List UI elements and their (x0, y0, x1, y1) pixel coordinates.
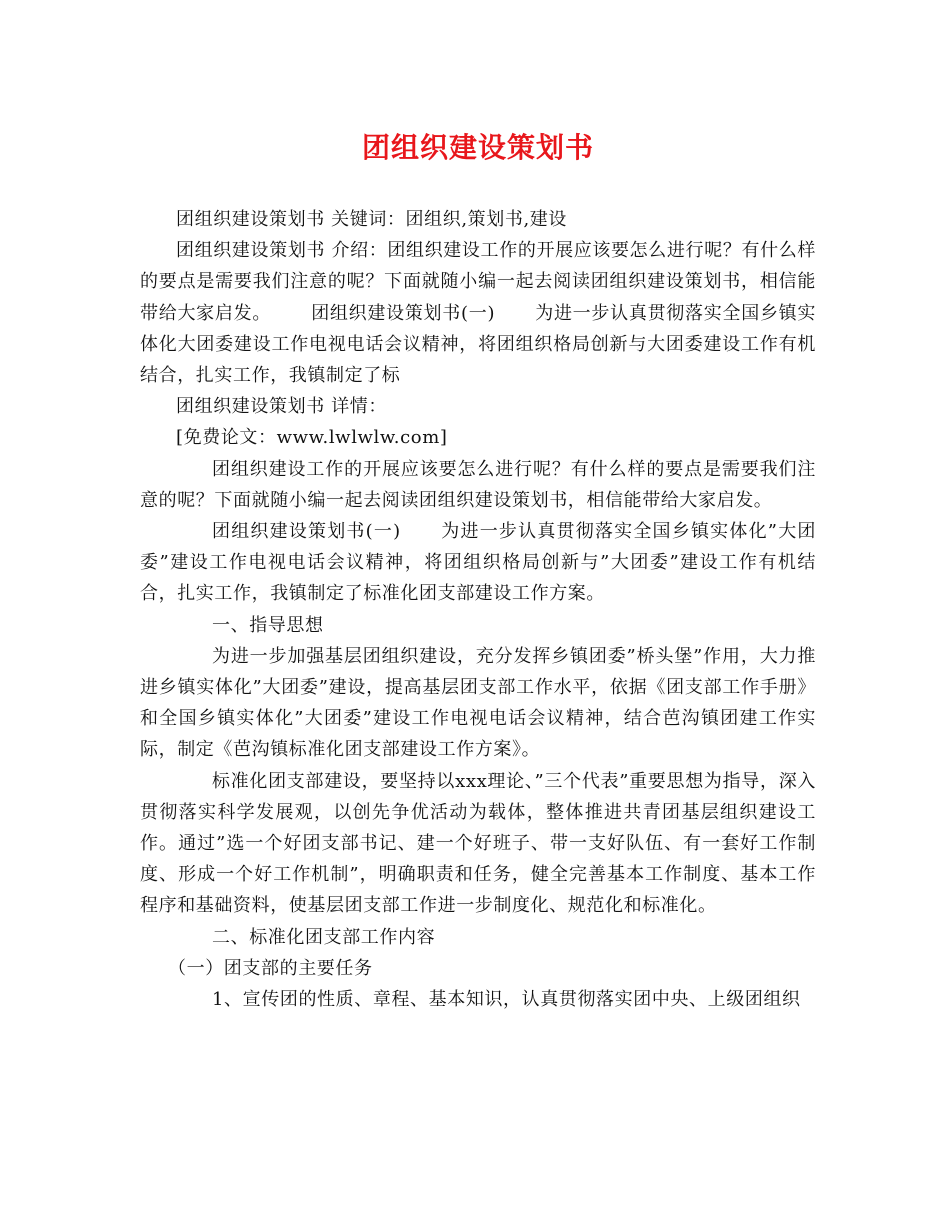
body-paragraph-2 (140, 516, 816, 610)
keywords-line: 团组织建设策划书 关键词：团组织,策划书,建设 (176, 209, 567, 230)
intro-subtitle: 团组织建设策划书(一) (311, 302, 496, 324)
document-title: 团组织建设策划书 (361, 131, 594, 164)
details-line: 团组织建设策划书 详情： (176, 396, 387, 418)
body-subtitle: 团组织建设策划书(一) (212, 521, 401, 543)
document-page (140, 128, 816, 1015)
body-paragraph-4: 标准化团支部建设，要坚持以xxx理论、”三个代表”重要思想为指导，深入贯彻落实科学发展观，以创先争优活动为载体，整体推进共青团基层组织建设工作。通过”选一个好团支部书记、建一个好班子、带一支好队伍、有一套好工作制度、形成一个好工作机制”，明确职责和任务，健全完善基本工作制度、基本工作程序和基础资料，使基层团支部工作进一步制度化、规范化和标准化。 (140, 770, 816, 917)
intro-text: 团组织建设策划书 介绍：团组织建设工作的开展应该要怎么进行呢？有什么样的要点是需要我们注意的呢？下面就随小编一起去阅读团组织建设策划书，相信能带给大家启发。 (140, 240, 816, 324)
free-paper-line: [免费论文：www.lwlwlw.com] (176, 427, 448, 449)
intro-summary: 为进一步认真贯彻落实全国乡镇实体化大团委建设工作电视电话会议精神，将团组织格局创新与大团委建设工作有机结合，扎实工作，我镇制定了标 (140, 302, 816, 387)
intro-paragraph (140, 235, 816, 391)
body-paragraph-3: 为进一步加强基层团组织建设，充分发挥乡镇团委”桥头堡”作用，大力推进乡镇实体化”大团委”建设，提高基层团支部工作水平，依据《团支部工作手册》和全国乡镇实体化”大团委”建设工作电视电话会议精神，结合芭沟镇团建工作实际，制定《芭沟镇标准化团支部建设工作方案》。 (140, 645, 816, 761)
body-paragraph-1: 团组织建设工作的开展应该要怎么进行呢？有什么样的要点是需要我们注意的呢？下面就随小编一起去阅读团组织建设策划书，相信能带给大家启发。 (140, 458, 816, 511)
section-heading-2: 二、标准化团支部工作内容 (212, 926, 436, 948)
section-heading-1: 一、指导思想 (212, 614, 324, 636)
body-paragraph-5: 1、宣传团的性质、章程、基本知识，认真贯彻落实团中央、上级团组织 (212, 989, 801, 1011)
body-paragraph-2-text: 为进一步认真贯彻落实全国乡镇实体化”大团委”建设工作电视电话会议精神，将团组织格局创新与”大团委”建设工作有机结合，扎实工作，我镇制定了标准化团支部建设工作方案。 (140, 521, 816, 605)
subsection-heading-1: （一）团支部的主要任务 (168, 957, 373, 979)
